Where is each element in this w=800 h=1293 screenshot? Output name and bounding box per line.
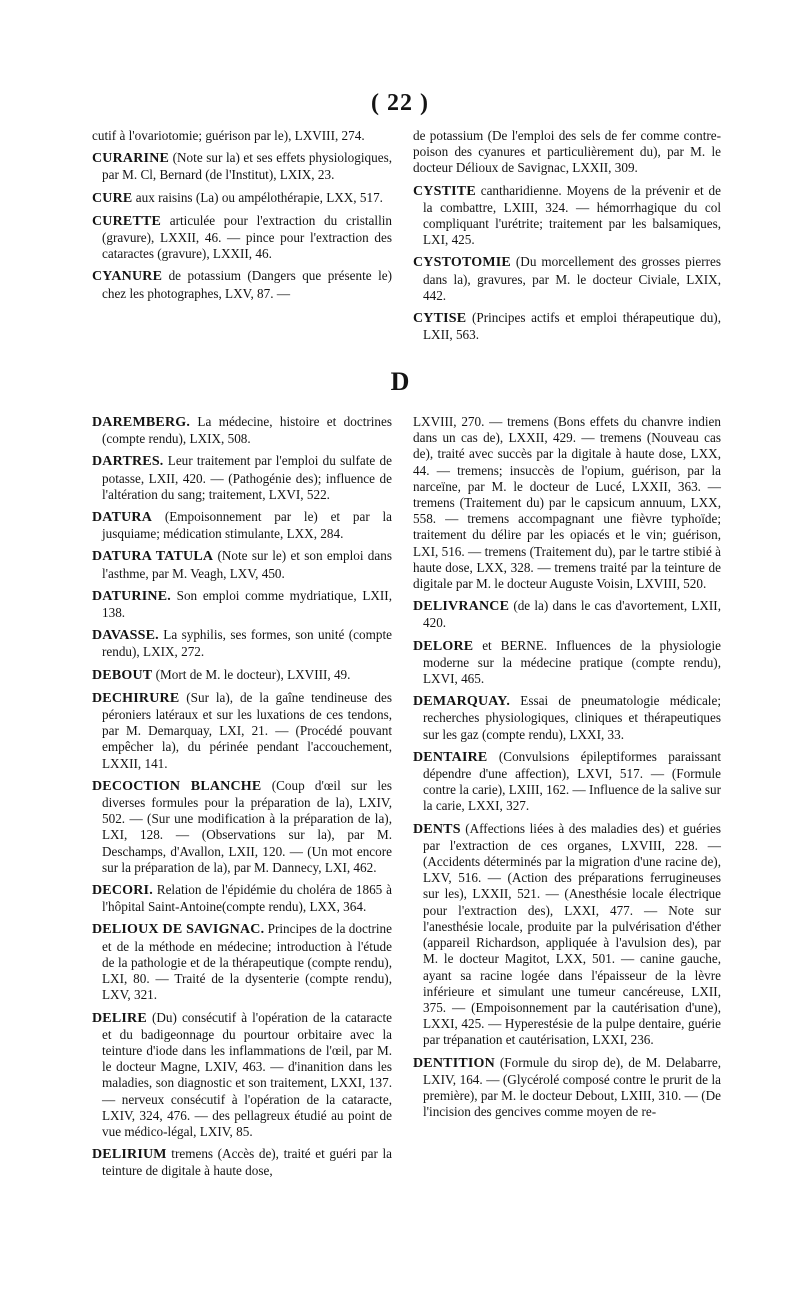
entry-heading: DENTAIRE bbox=[413, 749, 488, 765]
entry-heading: DELIRE bbox=[92, 1010, 147, 1026]
entry-text: (Principes actifs et emploi thérapeutique du), LXII, 563. bbox=[423, 310, 721, 343]
index-entry bbox=[92, 213, 392, 263]
index-entry bbox=[413, 183, 721, 249]
entry-text: (Affections liées à des maladies des) et guéries par l'extraction de ces organes, LXVIII, 228. — (Accidents déterminés par la migration d'une racine de), LXV, 516. — (Action des préparations ferrugineuses sur les), LXXII, 521. — (Anesthésie locale électrique pour l'extraction des), LXXI, 477. — Note sur l'anesthésie locale, produite par la pulvérisation d'éther (appareil Richardson, appliquée à l'avulsion des), par M. le docteur Magitot, LXX, 501. — canine gauche, ayant sa racine logée dans l'épaisseur de la lèvre inférieure et simulant une tumeur cancéreuse, LXII, 375. — (Empoisonnement par la cautérisation d'une), LXXI, 425. — Hyperestésie de la pulpe dentaire, guérie par trépanation et cautérisation, LXXI, 236. bbox=[423, 820, 721, 1048]
entry-heading: CURARINE bbox=[92, 151, 170, 167]
index-entry bbox=[413, 821, 721, 1049]
index-entry bbox=[92, 414, 392, 447]
entry-text: cantharidienne. Moyens de la prévenir et de la combattre, LXIII, 324. — hémorrhagique du col compliquant l'urétrite; traitement par les balsamiques, LXI, 425. bbox=[423, 182, 721, 248]
entry-text: (Sur la), de la gaîne tendineuse des péroniers latéraux et sur les luxations de ces tendons, par M. Demarquay, LXI, 21. — (Procédé pouvant empêcher la), du périnée pendant l'accouchement, LXXII, 141. bbox=[102, 689, 392, 771]
entry-heading: DENTITION bbox=[413, 1055, 495, 1071]
entry-text: (Mort de M. le docteur), LXVIII, 49. bbox=[152, 666, 351, 682]
index-entry bbox=[92, 588, 392, 621]
index-entry bbox=[413, 638, 721, 688]
index-entry bbox=[92, 627, 392, 660]
entry-heading: DARTRES. bbox=[92, 454, 164, 470]
index-entry bbox=[92, 150, 392, 183]
entry-heading: CYSTOTOMIE bbox=[413, 255, 511, 271]
entry-heading: DENTS bbox=[413, 821, 461, 837]
entry-text: (Du morcellement des grosses pierres dans la), gravures, par M. le docteur Civiale, LXIX, 442. bbox=[423, 254, 721, 303]
entry-heading: DELIOUX DE SAVIGNAC. bbox=[92, 922, 265, 938]
index-entry bbox=[92, 690, 392, 772]
entry-heading: CURE bbox=[92, 190, 133, 206]
entry-text: LXVIII, 270. — tremens (Bons effets du chanvre indien dans un cas de), LXXII, 429. — tremens (Nouveau cas de), traité avec succès par la digitale à haute dose, LXX, 44. — tremens; insuccès de l'opium, guérison, par la narceïne, par M. le docteur de Lucé, LXXII, 363. — tremens (Traitement du) par le capsicum annuum, LXX, 558. — tremens accompagnant une fièvre typhoïde; traitement du délire par les opiacés et le vin; guérison, LXI, 516. — tremens (Traitement du), par le tartre stibié à haute dose, LXX, 328. — tremens traité par la teinture de digitale par M. le docteur Auguste Voisin, LXVIII, 520. bbox=[413, 414, 721, 592]
entry-heading: CYSTITE bbox=[413, 183, 476, 199]
entry-heading: CYTISE bbox=[413, 311, 467, 327]
entry-text: Essai de pneumatologie médicale; recherches physiologiques, cliniques et thérapeutiques sur les gaz (compte rendu), LXXI, 33. bbox=[423, 693, 721, 742]
entry-heading: DECOCTION BLANCHE bbox=[92, 778, 262, 794]
entry-text: articulée pour l'extraction du cristallin (gravure), LXXII, 46. — pince pour l'extraction des cataractes (gravure), LXXII, 46. bbox=[102, 212, 392, 262]
index-entry bbox=[413, 1055, 721, 1121]
index-entry bbox=[92, 128, 392, 144]
page-number: ( 22 ) bbox=[371, 90, 429, 116]
entry-heading: CURETTE bbox=[92, 213, 162, 229]
index-entry bbox=[413, 128, 721, 177]
entry-text: tremens (Accès de), traité et guéri par la teinture de digitale à haute dose, bbox=[102, 1146, 392, 1179]
index-entry bbox=[413, 254, 721, 304]
index-entry bbox=[413, 310, 721, 343]
index-entry bbox=[92, 268, 392, 301]
entry-text: aux raisins (La) ou ampélothérapie, LXX, 517. bbox=[132, 189, 383, 205]
entry-text: et BERNE. Influences de la physiologie moderne sur la médecine pratique (compte rendu), LXVI, 465. bbox=[423, 637, 721, 687]
entry-heading: DELIRIUM bbox=[92, 1147, 167, 1163]
entry-text: (Formule du sirop de), de M. Delabarre, LXIV, 164. — (Glycérolé composé contre le prurit de la première), par M. le docteur Debout, LXIII, 310. — (De l'incision des gencives comme moyen de re- bbox=[423, 1054, 721, 1120]
index-entry bbox=[92, 453, 392, 503]
index-entry bbox=[92, 1146, 392, 1179]
index-entry bbox=[413, 598, 721, 631]
top-left-column bbox=[92, 128, 392, 308]
entry-text: de potassium (Dangers que présente le) chez les photographes, LXV, 87. — bbox=[102, 268, 392, 301]
entry-text: La médecine, histoire et doctrines (compte rendu), LXIX, 508. bbox=[102, 414, 392, 447]
index-entry bbox=[92, 882, 392, 915]
entry-heading: DAVASSE. bbox=[92, 628, 159, 644]
entry-heading: DATURA TATULA bbox=[92, 549, 214, 565]
bottom-left-column bbox=[92, 414, 392, 1186]
index-entry bbox=[413, 693, 721, 743]
entry-text: Principes de la doctrine et de la méthode en médecine; introduction à l'étude de la pathologie et de la thérapeutique (compte rendu), LXI, 80. — Traité de la dysenterie (compte rendu), LXV, 321. bbox=[102, 921, 392, 1003]
entry-text: cutif à l'ovariotomie; guérison par le), LXVIII, 274. bbox=[92, 128, 365, 143]
index-entry bbox=[92, 509, 392, 542]
index-entry bbox=[92, 1010, 392, 1141]
entry-text: Son emploi comme mydriatique, LXII, 138. bbox=[102, 587, 392, 621]
entry-heading: DATURINE. bbox=[92, 588, 171, 604]
entry-text: La syphilis, ses formes, son unité (compte rendu), LXIX, 272. bbox=[102, 627, 392, 660]
entry-heading: DELIVRANCE bbox=[413, 599, 510, 615]
entry-text: (Du) consécutif à l'opération de la cataracte et du badigeonnage du pourtour orbitaire avec la teinture d'iode dans les inflammations de l'œil, par M. le docteur Magne, LXIV, 463. — d'inanition dans les maladies, son diagnostic et son traitement, LXXI, 137. — nerveux consécutif à l'opération de la cataracte, LXIV, 324, 476. — des pellagreux étudié au point de vue médico-légal, LXIV, 85. bbox=[102, 1009, 392, 1139]
top-right-column bbox=[413, 128, 721, 349]
index-entry bbox=[92, 778, 392, 876]
entry-heading: CYANURE bbox=[92, 269, 163, 285]
entry-heading: DEBOUT bbox=[92, 667, 153, 683]
entry-text: (de la) dans le cas d'avortement, LXII, 420. bbox=[423, 598, 721, 631]
section-letter: D bbox=[390, 367, 410, 396]
index-entry bbox=[92, 190, 392, 207]
entry-heading: DATURA bbox=[92, 510, 153, 526]
entry-heading: DEMARQUAY. bbox=[413, 694, 511, 710]
entry-text: (Convulsions épileptiformes paraissant dépendre d'une affection), LXVI, 517. — (Formule contre la carie), LXIII, 162. — Influence de la salive sur la carie, LXXI, 327. bbox=[423, 748, 721, 814]
entry-text: (Note sur le) et son emploi dans l'asthme, par M. Veagh, LXV, 450. bbox=[102, 548, 392, 581]
entry-heading: DECORI. bbox=[92, 883, 153, 899]
index-entry bbox=[92, 548, 392, 581]
entry-text: (Empoisonnement par le) et par la jusquiame; médication stimulante, LXX, 284. bbox=[102, 509, 392, 542]
entry-heading: DECHIRURE bbox=[92, 690, 180, 706]
bottom-right-column bbox=[413, 414, 721, 1126]
index-entry bbox=[92, 667, 392, 684]
index-entry bbox=[413, 414, 721, 592]
index-entry bbox=[413, 749, 721, 815]
entry-heading: DELORE bbox=[413, 638, 474, 654]
entry-text: (Note sur la) et ses effets physiologiques, par M. Cl, Bernard (de l'Institut), LXIX, 23. bbox=[102, 150, 392, 183]
entry-text: Leur traitement par l'emploi du sulfate de potasse, LXII, 420. — (Pathogénie des); influence de l'altération du sang; traitement, LXVI, 522. bbox=[102, 453, 392, 502]
entry-text: de potassium (De l'emploi des sels de fer comme contre-poison des cyanures et particulièrement du), par M. le docteur Délioux de Savignac, LXXII, 309. bbox=[413, 128, 721, 176]
entry-heading: DAREMBERG. bbox=[92, 415, 191, 430]
index-entry bbox=[92, 921, 392, 1003]
entry-text: (Coup d'œil sur les diverses formules pour la préparation de la), LXIV, 502. — (Sur une modification à la préparation de la), LXI, 128. — (Observations sur la), par M. Deschamps, d'Avallon, LXII, 120. — (Un mot encore sur la préparation de la), par M. Dannecy, LXI, 462. bbox=[102, 777, 392, 875]
entry-text: Relation de l'épidémie du choléra de 1865 à l'hôpital Saint-Antoine(compte rendu), LXX, 364. bbox=[102, 882, 392, 915]
